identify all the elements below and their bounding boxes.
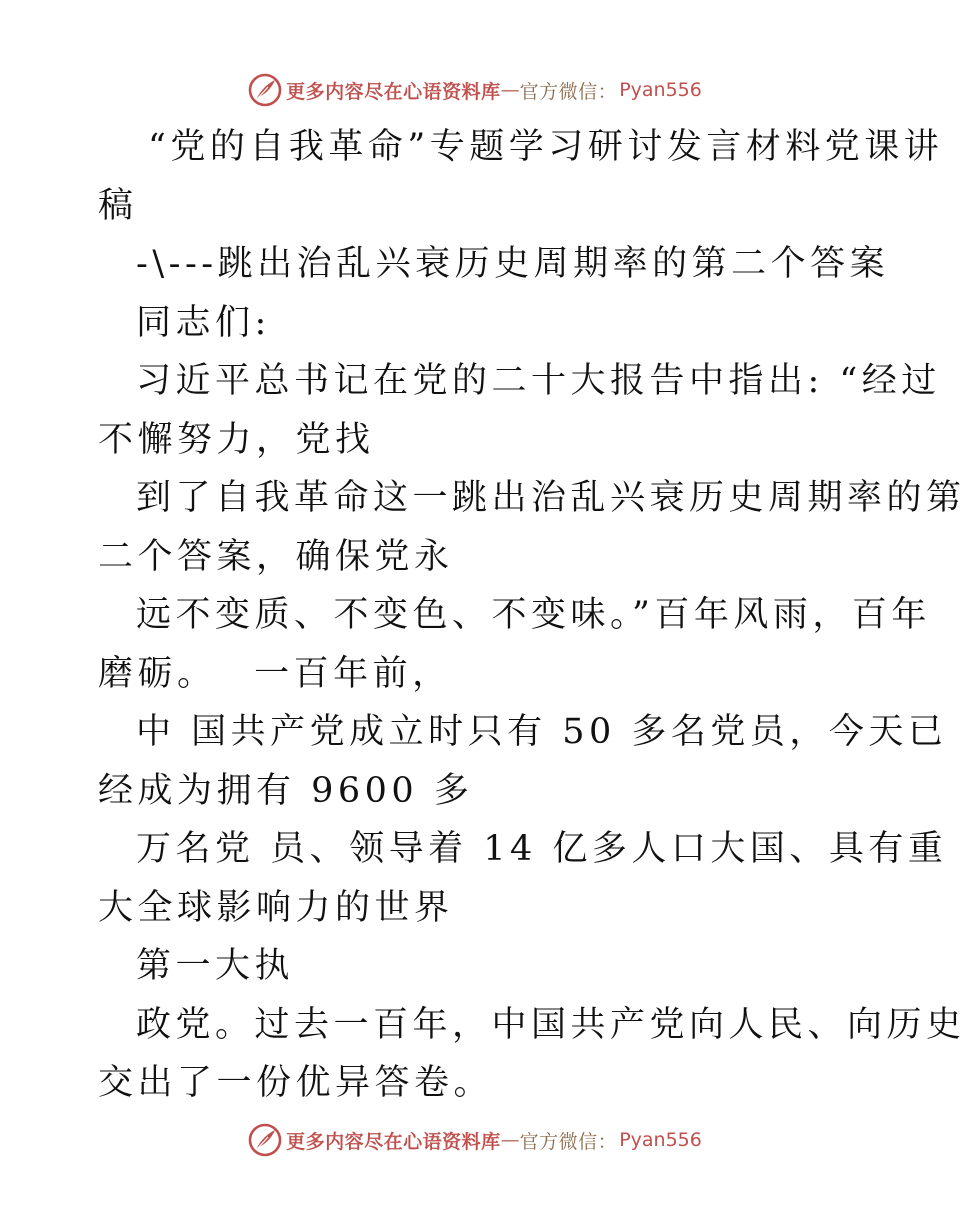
- watermark-wechat-label: 官方微信：: [519, 1130, 618, 1153]
- paragraph-line: 不懈努力，党找: [98, 419, 375, 460]
- watermark-separator: —: [500, 1129, 520, 1151]
- paragraph-line: 中 国共产党成立时只有 50 多名党员，今天已: [136, 712, 948, 752]
- watermark-brand: 更多内容尽在心语资料库: [286, 80, 501, 103]
- feather-quill-icon: [248, 1123, 282, 1157]
- paragraph-line: 大全球影响力的世界: [98, 887, 454, 928]
- watermark-banner-bottom: [0, 1120, 950, 1160]
- paragraph-line: 远不变质、不变色、不变味。”百年风雨，百年: [136, 595, 931, 635]
- watermark-wechat-id: Pyan556: [619, 79, 702, 101]
- paragraph-line: 习近平总书记在党的二十大报告中指出: “经过: [136, 361, 941, 401]
- watermark-separator: —: [500, 79, 520, 101]
- paragraph-line: 交出了一份优异答卷。: [98, 1063, 494, 1103]
- paragraph-line: 经成为拥有 9600 多: [98, 770, 474, 811]
- document-title-line-1: “党的自我革命”专题学习研讨发言材料党课讲: [148, 127, 944, 167]
- paragraph-line: 政党。过去一百年，中国共产党向人民、向历史: [136, 1004, 966, 1045]
- paragraph-line: 万名党 员、领导着 14 亿多人口大国、具有重: [136, 829, 948, 869]
- paragraph-line: 第一大执: [136, 946, 295, 986]
- document-subtitle: -\---跳出治乱兴衰历史周期率的第二个答案: [136, 244, 890, 284]
- document-body: [98, 118, 966, 1113]
- paragraph-line: 到了自我革命这一跳出治乱兴衰历史周期率的第: [136, 478, 966, 518]
- paragraph-line: 磨砺。 一百年前，: [98, 653, 452, 694]
- document-title-line-2: 稿: [98, 185, 138, 226]
- watermark-banner-top: [0, 70, 950, 110]
- paragraph-line: 二个答案，确保党永: [98, 536, 454, 577]
- watermark-wechat-id: Pyan556: [619, 1129, 702, 1151]
- watermark-brand: 更多内容尽在心语资料库: [286, 1130, 501, 1153]
- watermark-wechat-label: 官方微信：: [519, 80, 618, 103]
- feather-quill-icon: [248, 73, 282, 107]
- salutation: 同志们:: [136, 302, 271, 343]
